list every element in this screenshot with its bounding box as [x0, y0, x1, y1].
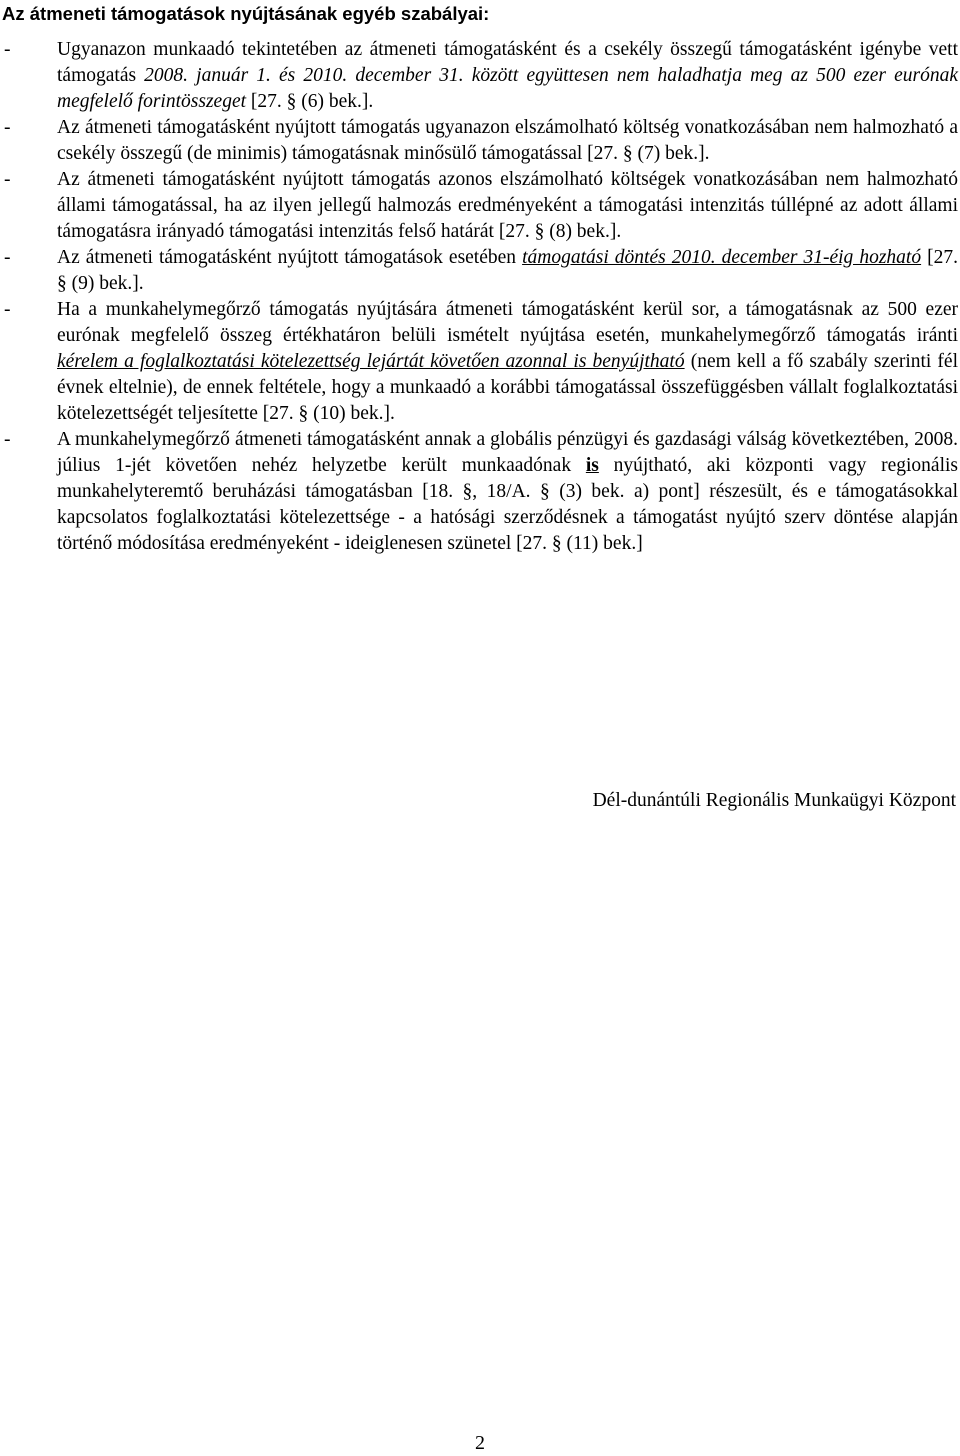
- list-dash: -: [4, 117, 11, 138]
- rules-list: [0, 37, 958, 557]
- list-item: [0, 245, 958, 297]
- section-heading: Az átmeneti támogatások nyújtásának egyéb szabályai:: [2, 3, 490, 24]
- list-item: [0, 37, 958, 115]
- item-text: Az átmeneti támogatásként nyújtott támogatás azonos elszámolható költségek vonatkozásában nem halmozható állami támogatással, ha az ilyen jellegű halmozás eredményeként a támogatási intenzitás túllépné az adott állami támogatásra irányadó támogatási intenzitás felső határát [27. § (8) bek.].: [57, 169, 958, 242]
- signature: Dél-dunántúli Regionális Munkaügyi Központ: [592, 790, 956, 811]
- list-item: [0, 167, 958, 245]
- item-reference: [27. § (6) bek.].: [246, 91, 374, 112]
- list-item: [0, 427, 958, 557]
- item-text: Ugyanazon munkaadó tekintetében az átmeneti támogatásként és a csekély összegű támogatásként igénybe vett támogatás: [57, 39, 958, 86]
- item-emphasis: 2008. január 1. és 2010. december 31. között együttesen nem haladhatja meg az 500 ezer eurónak megfelelő forintösszeget: [57, 65, 958, 112]
- item-reference: [27. § (9) bek.].: [57, 247, 958, 294]
- item-text-continued: (nem kell a fő szabály szerinti fél évnek eltelnie), de ennek feltétele, hogy a munkaadó a korábbi támogatással összefüggésben vállalt foglalkoztatási kötelezettségét teljesítette [27. § (10) bek.].: [57, 351, 958, 424]
- item-text: Ha a munkahelymegőrző támogatás nyújtására átmeneti támogatásként kerül sor, a támogatásnak az 500 ezer eurónak megfelelő összeg értékhatáron belüli ismételt nyújtása esetén, munkahelymegőrző támogatás iránti: [57, 299, 958, 346]
- list-dash: -: [4, 247, 11, 268]
- item-text: A munkahelymegőrző átmeneti támogatásként annak a globális pénzügyi és gazdasági válság következtében, 2008. július 1-jét követően nehéz helyzetbe került munkaadónak: [57, 429, 958, 476]
- list-dash: -: [4, 299, 11, 320]
- item-emphasis: támogatási döntés 2010. december 31-éig hozható: [522, 247, 922, 268]
- list-dash: -: [4, 169, 11, 190]
- page-number: 2: [475, 1432, 485, 1454]
- item-emphasis: kérelem a foglalkoztatási kötelezettség lejártát követően azonnal is benyújtható: [57, 351, 685, 372]
- list-dash: -: [4, 39, 11, 60]
- item-text-continued: nyújtható, aki központi vagy regionális munkahelyteremtő beruházási támogatásban [18. §, 18/A. § (3) bek. a) pont] részesült, és e támogatásokkal kapcsolatos foglalkoztatási kötelezettsége - a hatósági szerződésnek a támogatást nyújtó szerv döntése alapján történő módosítása eredményeként - ideiglenesen szünetel [27. § (11) bek.]: [57, 455, 958, 554]
- item-text: Az átmeneti támogatásként nyújtott támogatások esetében: [57, 247, 523, 268]
- list-dash: -: [4, 429, 11, 450]
- list-item: [0, 297, 958, 427]
- item-emphasis: is: [585, 455, 599, 476]
- item-text: Az átmeneti támogatásként nyújtott támogatás ugyanazon elszámolható költség vonatkozásában nem halmozható a csekély összegű (de minimis) támogatásnak minősülő támogatással [27. § (7) bek.].: [57, 117, 958, 164]
- list-item: [0, 115, 958, 167]
